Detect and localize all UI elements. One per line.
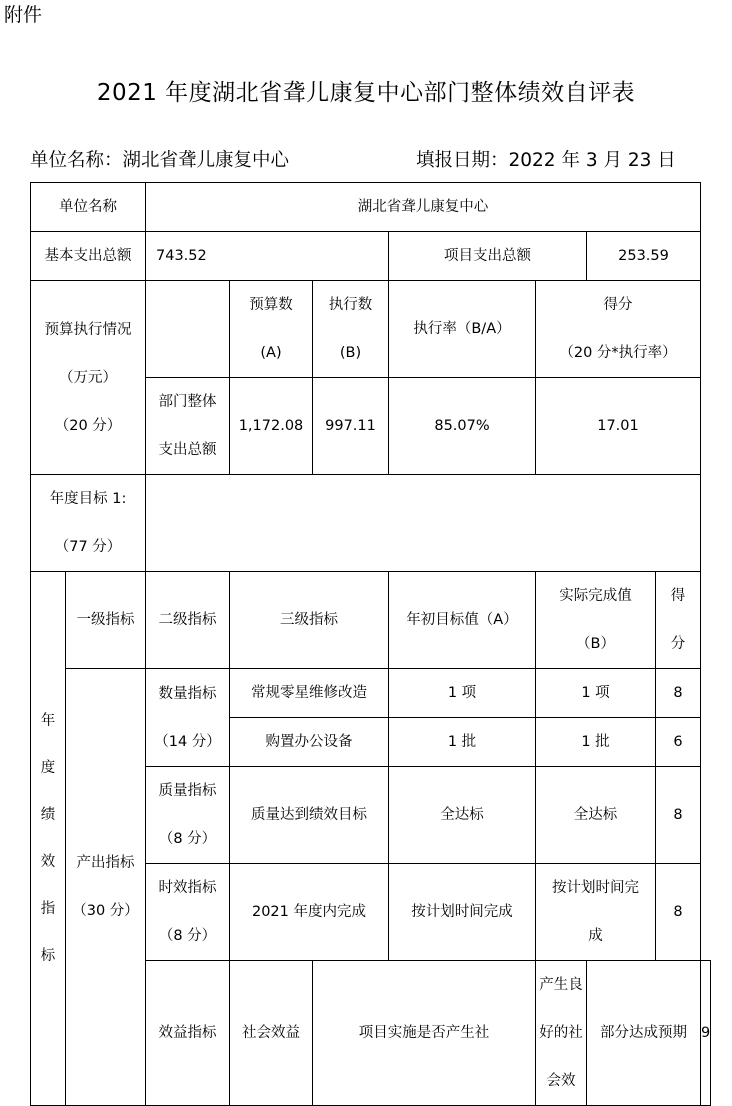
side-char: 标 [40, 947, 56, 964]
basic-total-label: 基本支出总额 [31, 232, 146, 281]
header-level2: 二级指标 [146, 572, 230, 669]
col-exec-line2: (B) [339, 345, 362, 361]
quantity-label-line2: （14 分） [154, 733, 221, 750]
col-budget-header [230, 281, 313, 378]
annual-goal-label [31, 475, 146, 572]
quantity-target: 1 批 [389, 718, 536, 767]
indicator-side-label [31, 572, 66, 1106]
benefit-target: 产生良好的社会效 [536, 961, 587, 1106]
evaluation-table [30, 182, 711, 1106]
timeliness-actual-line2: 成 [588, 928, 603, 944]
budget-value: 1,172.08 [230, 378, 313, 475]
quality-label-line1: 质量指标 [158, 783, 217, 799]
quantity-label-line1: 数量指标 [158, 685, 217, 702]
quantity-score: 8 [656, 669, 701, 718]
output-label-line2: （30 分） [72, 903, 139, 919]
benefit-score: 9 [701, 961, 711, 1106]
quantity-target: 1 项 [389, 669, 536, 718]
unit-name-row [31, 183, 711, 232]
col-score-line1: 得分 [603, 297, 633, 313]
rate-value: 85.07% [389, 378, 536, 475]
quality-score: 8 [656, 767, 701, 864]
quantity-item: 常规零星维修改造 [230, 669, 389, 718]
output-label-line1: 产出指标 [76, 855, 135, 871]
quality-target: 全达标 [389, 767, 536, 864]
timeliness-item: 2021 年度内完成 [230, 864, 389, 961]
col-budget-line2: (A) [260, 345, 282, 361]
indicator-header-row [31, 572, 711, 669]
header-score-line1: 得 [670, 588, 686, 604]
quality-actual: 全达标 [536, 767, 656, 864]
benefit-indicator-label: 效益指标 [146, 961, 230, 1106]
header-actual-line1: 实际完成值 [559, 588, 632, 604]
budget-label-line2: （万元） [59, 369, 117, 386]
timeliness-actual-line1: 按计划时间完 [552, 880, 639, 896]
social-benefit-label: 社会效益 [230, 961, 313, 1106]
header-score [656, 572, 701, 669]
timeliness-indicator-label [146, 864, 230, 961]
budget-header-row [31, 281, 711, 378]
header-level3: 三级指标 [230, 572, 389, 669]
quantity-score: 6 [656, 718, 701, 767]
budget-label-line1: 预算执行情况 [44, 321, 132, 338]
col-score-header [536, 281, 701, 378]
header-actual [536, 572, 656, 669]
col-exec-header [313, 281, 389, 378]
timeliness-target: 按计划时间完成 [389, 864, 536, 961]
basic-total-value: 743.52 [146, 232, 389, 281]
side-char: 效 [40, 853, 56, 870]
side-char: 绩 [40, 806, 56, 823]
attachment-label: 附件 [4, 4, 43, 26]
timeliness-score: 8 [656, 864, 701, 961]
report-date-line: 填报日期：2022 年 3 月 23 日 [416, 150, 676, 171]
header-score-line2: 分 [670, 636, 686, 652]
dept-total-line1: 部门整体 [158, 394, 217, 410]
benefit-actual: 部分达成预期 [587, 961, 701, 1106]
side-char: 指 [40, 900, 56, 917]
timeliness-label-line1: 时效指标 [158, 880, 217, 896]
totals-row [31, 232, 711, 281]
annual-goal-line1: 年度目标 1: [49, 491, 127, 507]
unit-name-label: 单位名称 [31, 183, 146, 232]
col-rate-header: 执行率（B/A） [389, 281, 536, 378]
col-score-line2: （20 分*执行率） [559, 345, 677, 361]
header-target: 年初目标值（A） [389, 572, 536, 669]
annual-goal-value [146, 475, 701, 572]
col-budget-line1: 预算数 [249, 297, 293, 313]
quantity-actual: 1 项 [536, 669, 656, 718]
unit-name-value: 湖北省聋儿康复中心 [146, 183, 701, 232]
quantity-item: 购置办公设备 [230, 718, 389, 767]
project-total-value: 253.59 [587, 232, 701, 281]
annual-goal-row [31, 475, 711, 572]
col-exec-line1: 执行数 [328, 297, 373, 313]
score-value: 17.01 [536, 378, 701, 475]
dept-total-label [146, 378, 230, 475]
side-char: 度 [40, 759, 56, 776]
budget-label-line3: （20 分） [54, 417, 122, 434]
page-title: 2021 年度湖北省聋儿康复中心部门整体绩效自评表 [96, 80, 636, 106]
quantity-indicator-label [146, 669, 230, 767]
output-indicator-label [66, 669, 146, 1106]
quantity-actual: 1 批 [536, 718, 656, 767]
exec-value: 997.11 [313, 378, 389, 475]
budget-header-blank [146, 281, 230, 378]
quality-item: 质量达到绩效目标 [230, 767, 389, 864]
quality-label-line2: （8 分） [158, 831, 217, 847]
header-level1: 一级指标 [66, 572, 146, 669]
budget-exec-label [31, 281, 146, 475]
timeliness-label-line2: （8 分） [158, 928, 217, 944]
table-row [31, 669, 711, 718]
project-total-label: 项目支出总额 [389, 232, 587, 281]
unit-name-line: 单位名称：湖北省聋儿康复中心 [30, 150, 290, 171]
timeliness-actual [536, 864, 656, 961]
benefit-item: 项目实施是否产生社 [313, 961, 536, 1106]
annual-goal-line2: （77 分） [54, 539, 122, 555]
dept-total-line2: 支出总额 [158, 442, 217, 458]
header-actual-line2: （B） [576, 636, 615, 652]
quality-indicator-label [146, 767, 230, 864]
side-char: 年 [40, 712, 56, 729]
